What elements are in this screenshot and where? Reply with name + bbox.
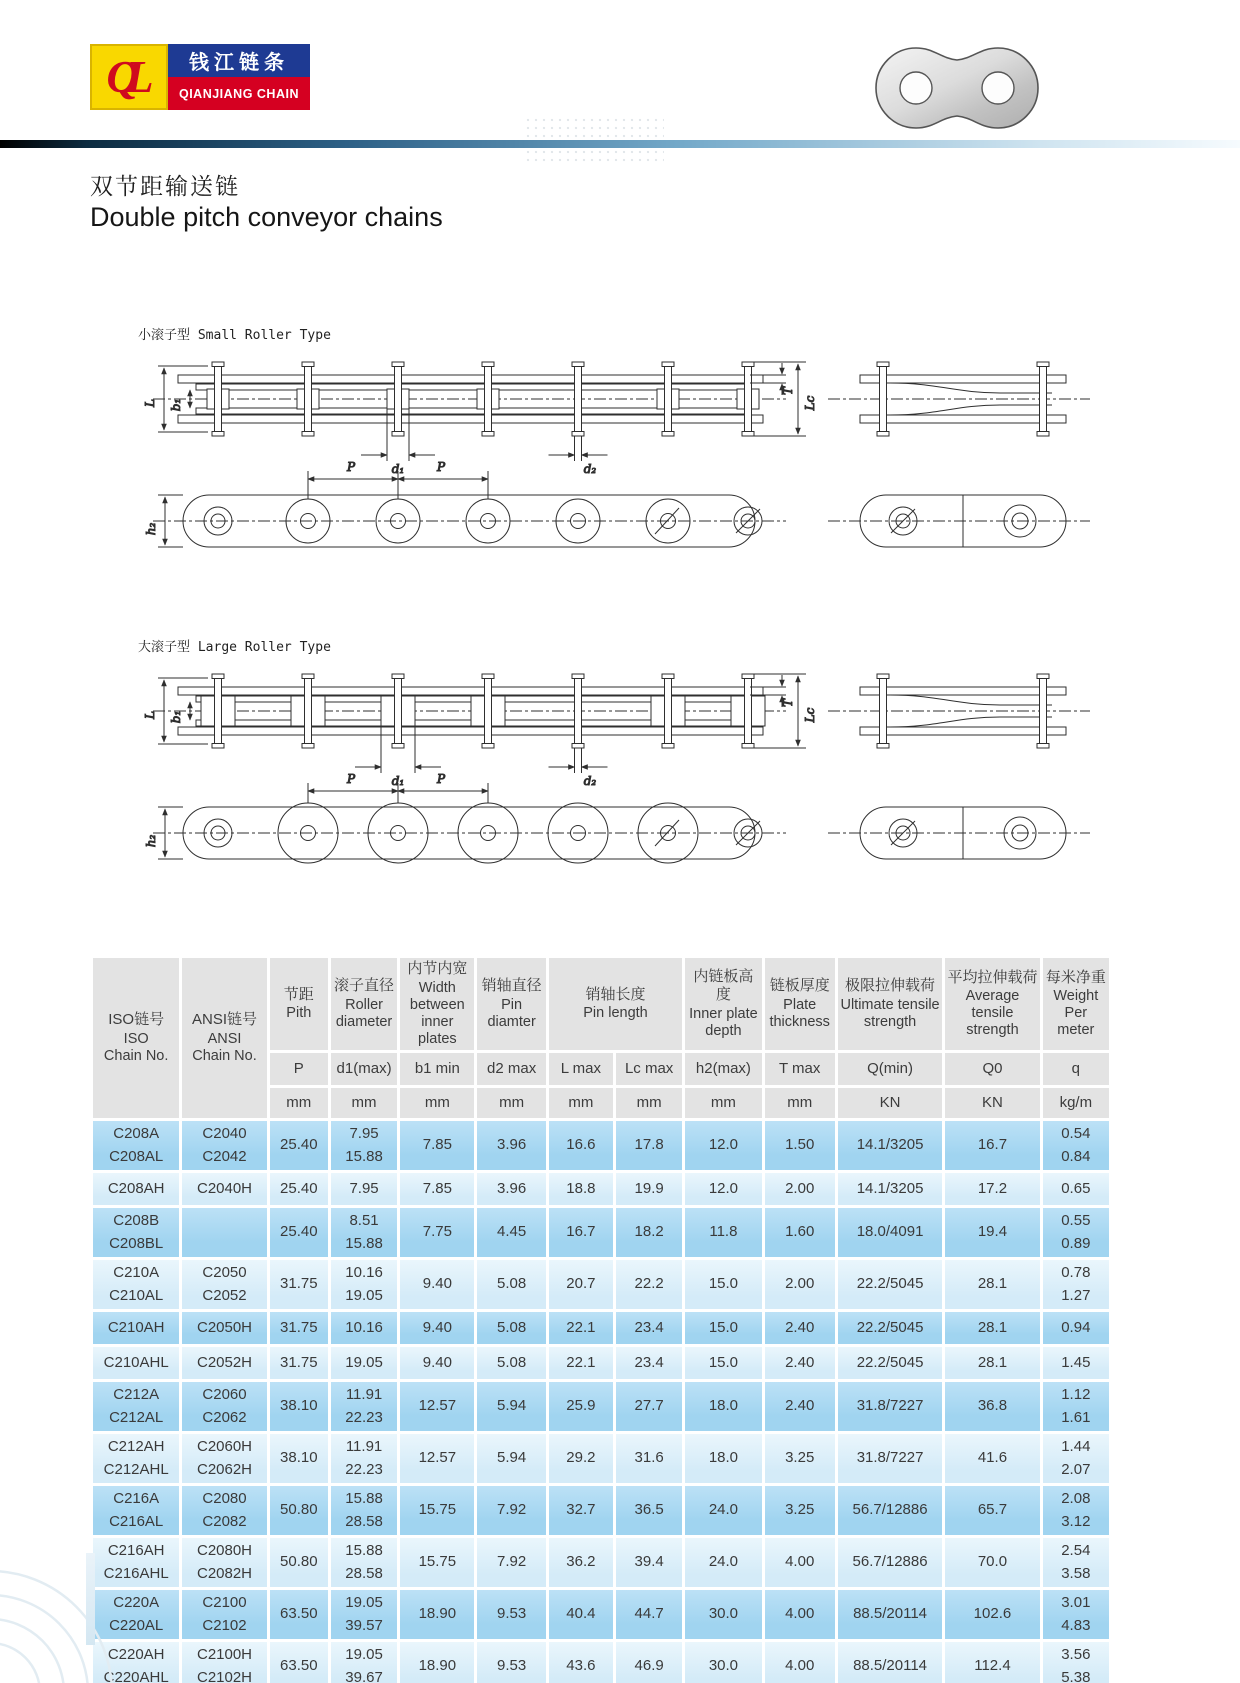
cell-q: 0.65 xyxy=(1043,1173,1109,1205)
cell-p: 63.50 xyxy=(270,1642,328,1683)
cell-iso: C210AHL xyxy=(93,1347,179,1379)
cell-qmin: 31.8/7227 xyxy=(838,1434,942,1483)
cell-qmin: 14.1/3205 xyxy=(838,1173,942,1205)
cell-t: 2.00 xyxy=(765,1260,835,1309)
svg-text:h₂: h₂ xyxy=(144,522,158,536)
cell-d2: 5.94 xyxy=(477,1434,545,1483)
cell-q: 0.54 0.84 xyxy=(1043,1121,1109,1170)
cell-qmin: 22.2/5045 xyxy=(838,1260,942,1309)
cell-t: 2.40 xyxy=(765,1312,835,1344)
cell-iso: C210AH xyxy=(93,1312,179,1344)
cell-p: 25.40 xyxy=(270,1173,328,1205)
cell-d1: 11.91 22.23 xyxy=(331,1434,397,1483)
page-title-en: Double pitch conveyor chains xyxy=(90,202,443,232)
cell-d1: 19.05 39.67 xyxy=(331,1642,397,1683)
cell-t: 4.00 xyxy=(765,1590,835,1639)
cell-qmin: 88.5/20114 xyxy=(838,1590,942,1639)
cell-h2: 12.0 xyxy=(685,1173,761,1205)
col-ansi: ANSI链号 ANSI Chain No. xyxy=(182,958,266,1118)
header-divider-rule xyxy=(0,140,1240,148)
corner-arcs-decor xyxy=(0,1543,120,1683)
col-pitch: 节距 Pith xyxy=(270,958,328,1050)
cell-t: 3.25 xyxy=(765,1486,835,1535)
cell-b1: 12.57 xyxy=(400,1434,474,1483)
cell-l: 22.1 xyxy=(549,1347,613,1379)
cell-t: 2.40 xyxy=(765,1382,835,1431)
table-row xyxy=(93,1486,1109,1535)
cell-p: 31.75 xyxy=(270,1312,328,1344)
cell-lc: 44.7 xyxy=(616,1590,682,1639)
cell-d2: 5.94 xyxy=(477,1382,545,1431)
logo-bars xyxy=(168,44,310,110)
cell-b1: 9.40 xyxy=(400,1347,474,1379)
col-pin-dia: 销轴直径 Pin diamter xyxy=(477,958,545,1050)
cell-ansi: C2100H C2102H xyxy=(182,1642,266,1683)
logo-monogram-text: QL xyxy=(106,51,140,102)
cell-q0: 112.4 xyxy=(945,1642,1039,1683)
cell-t: 4.00 xyxy=(765,1538,835,1587)
cell-t: 1.60 xyxy=(765,1208,835,1257)
small-roller-label-en: Small Roller Type xyxy=(197,328,331,343)
cell-q: 1.44 2.07 xyxy=(1043,1434,1109,1483)
cell-d2: 3.96 xyxy=(477,1173,545,1205)
cell-lc: 17.8 xyxy=(616,1121,682,1170)
svg-text:Lc: Lc xyxy=(803,395,817,411)
cell-d2: 5.08 xyxy=(477,1312,545,1344)
cell-qmin: 88.5/20114 xyxy=(838,1642,942,1683)
cell-lc: 23.4 xyxy=(616,1312,682,1344)
cell-iso: C210A C210AL xyxy=(93,1260,179,1309)
cell-d1: 10.16 19.05 xyxy=(331,1260,397,1309)
cell-b1: 18.90 xyxy=(400,1590,474,1639)
chain-link-plate-image xyxy=(868,36,1048,140)
cell-ansi: C2040 C2042 xyxy=(182,1121,266,1170)
cell-qmin: 31.8/7227 xyxy=(838,1382,942,1431)
svg-text:P: P xyxy=(436,772,446,786)
svg-text:T: T xyxy=(781,386,795,396)
cell-lc: 39.4 xyxy=(616,1538,682,1587)
cell-q: 0.94 xyxy=(1043,1312,1109,1344)
small-roller-diagram-block xyxy=(138,324,1118,561)
cell-q0: 70.0 xyxy=(945,1538,1039,1587)
cell-qmin: 56.7/12886 xyxy=(838,1486,942,1535)
cell-ansi: C2060 C2062 xyxy=(182,1382,266,1431)
col-plate-thickness: 链板厚度 Plate thickness xyxy=(765,958,835,1050)
cell-b1: 9.40 xyxy=(400,1260,474,1309)
cell-h2: 15.0 xyxy=(685,1260,761,1309)
cell-q: 0.78 1.27 xyxy=(1043,1260,1109,1309)
cell-b1: 15.75 xyxy=(400,1486,474,1535)
cell-t: 3.25 xyxy=(765,1434,835,1483)
large-roller-label xyxy=(138,636,1118,655)
cell-q0: 19.4 xyxy=(945,1208,1039,1257)
spec-table xyxy=(90,955,1112,1683)
cell-ansi: C2080H C2082H xyxy=(182,1538,266,1587)
table-row xyxy=(93,1434,1109,1483)
cell-b1: 7.85 xyxy=(400,1121,474,1170)
cell-lc: 36.5 xyxy=(616,1486,682,1535)
col-weight: 每米净重 Weight Per meter xyxy=(1043,958,1109,1050)
cell-qmin: 18.0/4091 xyxy=(838,1208,942,1257)
cell-l: 18.8 xyxy=(549,1173,613,1205)
table-row xyxy=(93,1347,1109,1379)
svg-text:h₂: h₂ xyxy=(144,834,158,848)
cell-d2: 7.92 xyxy=(477,1538,545,1587)
logo-monogram-icon xyxy=(90,44,168,110)
cell-l: 25.9 xyxy=(549,1382,613,1431)
symbols-row: P d1(max) b1 min d2 max L max Lc max h2(max) T max Q(min) Q0 q xyxy=(93,1053,1109,1085)
cell-p: 31.75 xyxy=(270,1260,328,1309)
cell-iso: C220A C220AL xyxy=(93,1590,179,1639)
svg-text:T: T xyxy=(781,698,795,708)
cell-b1: 12.57 xyxy=(400,1382,474,1431)
cell-ansi: C2040H xyxy=(182,1173,266,1205)
cell-d2: 9.53 xyxy=(477,1590,545,1639)
cell-q: 0.55 0.89 xyxy=(1043,1208,1109,1257)
cell-d2: 9.53 xyxy=(477,1642,545,1683)
svg-text:d₁: d₁ xyxy=(391,462,405,476)
cell-l: 43.6 xyxy=(549,1642,613,1683)
cell-iso: C212AH C212AHL xyxy=(93,1434,179,1483)
cell-lc: 31.6 xyxy=(616,1434,682,1483)
cell-l: 36.2 xyxy=(549,1538,613,1587)
cell-ansi: C2052H xyxy=(182,1347,266,1379)
cell-q0: 16.7 xyxy=(945,1121,1039,1170)
cell-lc: 18.2 xyxy=(616,1208,682,1257)
cell-b1: 7.85 xyxy=(400,1173,474,1205)
cell-q: 2.08 3.12 xyxy=(1043,1486,1109,1535)
cell-qmin: 22.2/5045 xyxy=(838,1312,942,1344)
cell-p: 63.50 xyxy=(270,1590,328,1639)
small-roller-label-zh: 小滚子型 xyxy=(138,328,191,343)
cell-t: 1.50 xyxy=(765,1121,835,1170)
cell-b1: 18.90 xyxy=(400,1642,474,1683)
cell-p: 25.40 xyxy=(270,1121,328,1170)
logo-name-zh: 钱江链条 xyxy=(168,44,310,77)
cell-qmin: 56.7/12886 xyxy=(838,1538,942,1587)
cell-p: 38.10 xyxy=(270,1434,328,1483)
large-roller-label-en: Large Roller Type xyxy=(197,640,331,655)
cell-d1: 7.95 xyxy=(331,1173,397,1205)
units-row: mm mm mm mm mm mm mm mm KN KN kg/m xyxy=(93,1088,1109,1118)
cell-q0: 28.1 xyxy=(945,1260,1039,1309)
cell-iso: C216AH C216AHL xyxy=(93,1538,179,1587)
cell-lc: 22.2 xyxy=(616,1260,682,1309)
logo-name-en: QIANJIANG CHAIN xyxy=(168,77,310,110)
cell-d1: 8.51 15.88 xyxy=(331,1208,397,1257)
cell-h2: 18.0 xyxy=(685,1434,761,1483)
svg-text:d₁: d₁ xyxy=(391,774,405,788)
cell-q0: 65.7 xyxy=(945,1486,1039,1535)
table-row xyxy=(93,1208,1109,1257)
svg-text:P: P xyxy=(346,772,356,786)
cell-q: 1.45 xyxy=(1043,1347,1109,1379)
svg-text:P: P xyxy=(346,460,356,474)
cell-d1: 15.88 28.58 xyxy=(331,1486,397,1535)
table-row xyxy=(93,1382,1109,1431)
cell-h2: 24.0 xyxy=(685,1538,761,1587)
cell-q: 2.54 3.58 xyxy=(1043,1538,1109,1587)
cell-d2: 5.08 xyxy=(477,1260,545,1309)
cell-ansi: C2060H C2062H xyxy=(182,1434,266,1483)
company-logo xyxy=(90,44,310,110)
cell-d2: 5.08 xyxy=(477,1347,545,1379)
cell-iso: C220AH C220AHL xyxy=(93,1642,179,1683)
cell-h2: 24.0 xyxy=(685,1486,761,1535)
svg-text:Lc: Lc xyxy=(803,707,817,723)
cell-d1: 19.05 xyxy=(331,1347,397,1379)
svg-text:d₂: d₂ xyxy=(583,462,597,476)
cell-q0: 41.6 xyxy=(945,1434,1039,1483)
small-roller-label xyxy=(138,324,1118,343)
cell-h2: 30.0 xyxy=(685,1642,761,1683)
cell-p: 50.80 xyxy=(270,1486,328,1535)
cell-l: 40.4 xyxy=(549,1590,613,1639)
cell-d2: 3.96 xyxy=(477,1121,545,1170)
cell-h2: 15.0 xyxy=(685,1347,761,1379)
cell-p: 38.10 xyxy=(270,1382,328,1431)
table-row xyxy=(93,1173,1109,1205)
svg-text:L: L xyxy=(143,711,157,719)
cell-lc: 23.4 xyxy=(616,1347,682,1379)
col-ultimate: 极限拉伸载荷 Ultimate tensile strength xyxy=(838,958,942,1050)
cell-h2: 12.0 xyxy=(685,1121,761,1170)
cell-ansi: C2100 C2102 xyxy=(182,1590,266,1639)
cell-t: 4.00 xyxy=(765,1642,835,1683)
cell-lc: 46.9 xyxy=(616,1642,682,1683)
cell-d2: 7.92 xyxy=(477,1486,545,1535)
col-iso: ISO链号 ISO Chain No. xyxy=(93,958,179,1118)
cell-l: 32.7 xyxy=(549,1486,613,1535)
cell-ansi xyxy=(182,1208,266,1257)
page-title-zh: 双节距输送链 xyxy=(90,173,240,199)
cell-q0: 17.2 xyxy=(945,1173,1039,1205)
cell-q: 3.56 5.38 xyxy=(1043,1642,1109,1683)
left-margin-strip-decor xyxy=(86,1553,95,1645)
svg-text:L: L xyxy=(143,399,157,407)
cell-iso: C212A C212AL xyxy=(93,1382,179,1431)
ds-svg xyxy=(138,349,1098,561)
cell-iso: C208A C208AL xyxy=(93,1121,179,1170)
cell-p: 25.40 xyxy=(270,1208,328,1257)
cell-t: 2.00 xyxy=(765,1173,835,1205)
cell-q: 1.12 1.61 xyxy=(1043,1382,1109,1431)
col-width: 内节内宽 Width between inner plates xyxy=(400,958,474,1050)
dl-svg xyxy=(138,661,1098,873)
col-pin-length: 销轴长度 Pin length xyxy=(549,958,683,1050)
svg-text:d₂: d₂ xyxy=(583,774,597,788)
cell-l: 29.2 xyxy=(549,1434,613,1483)
cell-q0: 36.8 xyxy=(945,1382,1039,1431)
cell-ansi: C2050 C2052 xyxy=(182,1260,266,1309)
cell-p: 50.80 xyxy=(270,1538,328,1587)
cell-q0: 28.1 xyxy=(945,1347,1039,1379)
cell-iso: C216A C216AL xyxy=(93,1486,179,1535)
cell-lc: 19.9 xyxy=(616,1173,682,1205)
cell-q0: 102.6 xyxy=(945,1590,1039,1639)
cell-qmin: 22.2/5045 xyxy=(838,1347,942,1379)
spec-table-body xyxy=(93,1121,1109,1683)
cell-l: 22.1 xyxy=(549,1312,613,1344)
cell-q0: 28.1 xyxy=(945,1312,1039,1344)
table-row xyxy=(93,1312,1109,1344)
cell-t: 2.40 xyxy=(765,1347,835,1379)
cell-l: 20.7 xyxy=(549,1260,613,1309)
cell-p: 31.75 xyxy=(270,1347,328,1379)
cell-b1: 9.40 xyxy=(400,1312,474,1344)
cell-d2: 4.45 xyxy=(477,1208,545,1257)
svg-text:b₁: b₁ xyxy=(169,710,183,724)
table-row xyxy=(93,1260,1109,1309)
table-row xyxy=(93,1642,1109,1683)
cell-h2: 18.0 xyxy=(685,1382,761,1431)
cell-iso: C208B C208BL xyxy=(93,1208,179,1257)
cell-h2: 11.8 xyxy=(685,1208,761,1257)
cell-b1: 7.75 xyxy=(400,1208,474,1257)
table-row xyxy=(93,1121,1109,1170)
large-roller-label-zh: 大滚子型 xyxy=(138,640,191,655)
cell-h2: 30.0 xyxy=(685,1590,761,1639)
col-plate-depth: 内链板高度 Inner plate depth xyxy=(685,958,761,1050)
cell-qmin: 14.1/3205 xyxy=(838,1121,942,1170)
cell-d1: 10.16 xyxy=(331,1312,397,1344)
cell-l: 16.6 xyxy=(549,1121,613,1170)
large-roller-drawing xyxy=(138,661,1118,873)
cell-d1: 19.05 39.57 xyxy=(331,1590,397,1639)
table-row xyxy=(93,1538,1109,1587)
small-roller-drawing xyxy=(138,349,1118,561)
col-average: 平均拉伸载荷 Average tensile strength xyxy=(945,958,1039,1050)
cell-b1: 15.75 xyxy=(400,1538,474,1587)
cell-lc: 27.7 xyxy=(616,1382,682,1431)
spec-table-header xyxy=(93,958,1109,1118)
cell-ansi: C2050H xyxy=(182,1312,266,1344)
cell-d1: 7.95 15.88 xyxy=(331,1121,397,1170)
cell-ansi: C2080 C2082 xyxy=(182,1486,266,1535)
svg-text:b₁: b₁ xyxy=(169,398,183,412)
col-roller: 滚子直径 Roller diameter xyxy=(331,958,397,1050)
cell-d1: 15.88 28.58 xyxy=(331,1538,397,1587)
large-roller-diagram-block xyxy=(138,636,1118,873)
cell-d1: 11.91 22.23 xyxy=(331,1382,397,1431)
cell-q: 3.01 4.83 xyxy=(1043,1590,1109,1639)
cell-l: 16.7 xyxy=(549,1208,613,1257)
cell-iso: C208AH xyxy=(93,1173,179,1205)
svg-text:P: P xyxy=(436,460,446,474)
table-row xyxy=(93,1590,1109,1639)
cell-h2: 15.0 xyxy=(685,1312,761,1344)
